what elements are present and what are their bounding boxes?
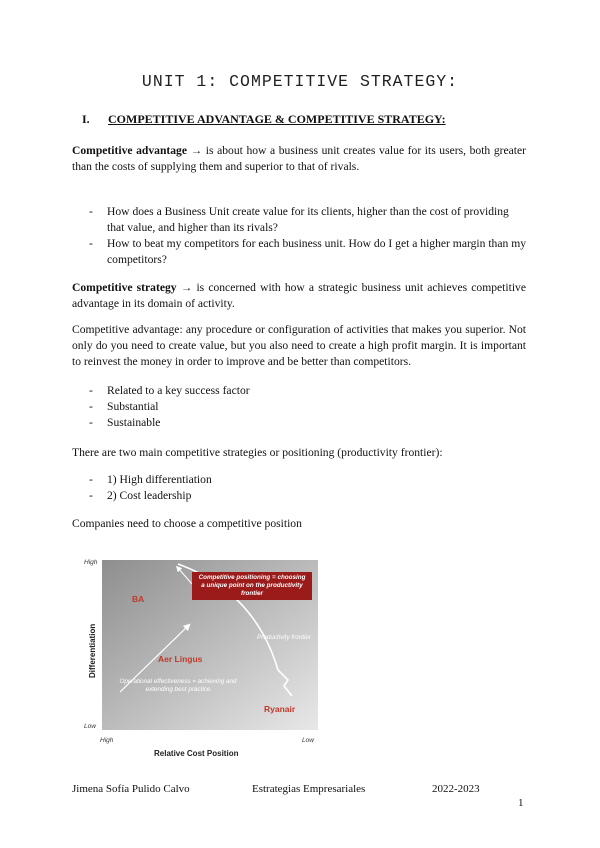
paragraph-competitive-advantage <box>72 143 526 175</box>
x-axis-label: Relative Cost Position <box>154 749 239 758</box>
list-item: - Substantial <box>72 399 528 415</box>
list-item: - How does a Business Unit create value for its clients, higher than the cost of providing that value, and higher than its rivals? <box>72 204 528 236</box>
arrow: → <box>180 281 193 294</box>
page-number: 1 <box>518 797 524 809</box>
paragraph-advantage-detail: Competitive advantage: any procedure or configuration of activities that makes you superior. Not only do you need to create value, but you also need to create a high profit margin. It is important to reinvest the money in order to improve and be better than competitors. <box>72 323 526 368</box>
page-title: UNIT 1: COMPETITIVE STRATEGY: <box>141 72 459 91</box>
y-high-label: High <box>84 559 98 566</box>
list-item: - Related to a key success factor <box>72 383 528 399</box>
list-item: - 1) High differentiation <box>72 472 528 488</box>
callout-text: Competitive positioning = choosing a unique point on the productivity frontier <box>198 574 306 597</box>
footer-year: 2022-2023 <box>432 783 480 795</box>
list-item: - Sustainable <box>72 415 528 431</box>
x-low-label: Low <box>302 737 314 744</box>
question-list <box>72 204 528 268</box>
list-item: - How to beat my competitors for each business unit. How do I get a higher margin than my competitors? <box>72 236 528 268</box>
paragraph-choose-position: Companies need to choose a competitive position <box>72 517 302 530</box>
section-number: I. <box>82 112 90 126</box>
productivity-frontier-diagram <box>80 552 320 762</box>
company-ba: BA <box>132 594 145 604</box>
company-ryanair: Ryanair <box>264 704 296 714</box>
definition-text: is concerned with how a strategic business unit achieves competitive advantage in its domain of activity. <box>72 281 526 310</box>
arrow: → <box>190 144 203 157</box>
x-high-label: High <box>100 737 114 744</box>
definition-text: is about how a business unit creates value for its users, both greater than the costs of supplying them and superior to that of rivals. <box>72 144 526 173</box>
y-low-label: Low <box>84 723 96 730</box>
advantage-traits-list <box>72 383 528 431</box>
y-axis-label: Differentiation <box>88 623 97 678</box>
section-heading-text: COMPETITIVE ADVANTAGE & COMPETITIVE STRATEGY: <box>108 112 446 126</box>
footer-course: Estrategias Empresariales <box>252 783 366 795</box>
operational-label: Operational effectiveness = achieving and extending best practice <box>119 678 237 693</box>
section-heading <box>82 112 446 127</box>
term-competitive-advantage: Competitive advantage <box>72 144 187 157</box>
paragraph-strategies-intro: There are two main competitive strategies or positioning (productivity frontier): <box>72 446 443 459</box>
company-aer-lingus: Aer Lingus <box>158 654 203 664</box>
footer-author: Jimena Sofía Pulido Calvo <box>72 783 190 795</box>
list-item: - 2) Cost leadership <box>72 488 528 504</box>
frontier-label: Productivity frontier <box>257 634 311 641</box>
paragraph-competitive-strategy <box>72 280 526 312</box>
strategies-list <box>72 472 528 504</box>
term-competitive-strategy: Competitive strategy <box>72 281 177 294</box>
